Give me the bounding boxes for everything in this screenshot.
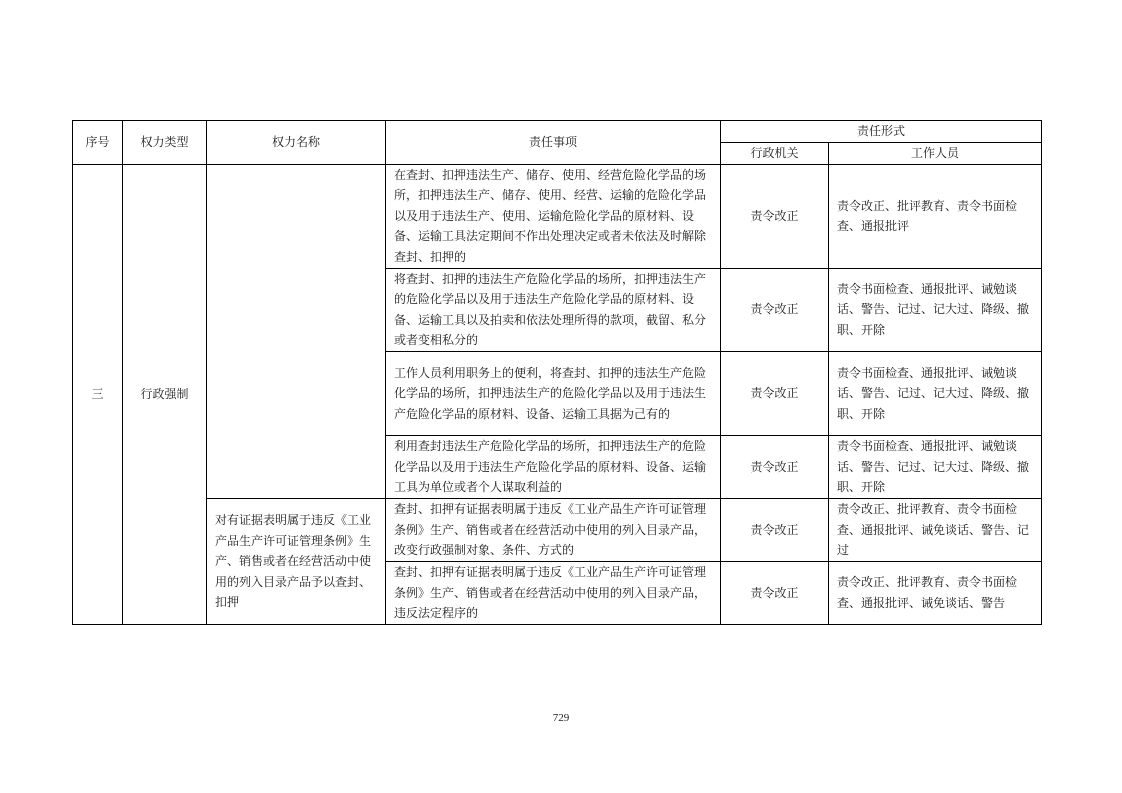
matter-cell: 将查封、扣押的违法生产危险化学品的场所，扣押违法生产的危险化学品以及用于违法生产危险化学品的原材料、设备、运输工具以及拍卖和依法处理所得的款项，截留、私分或者变相私分的 (386, 268, 721, 351)
table-row (73, 498, 1042, 561)
staff-cell: 责令改正、批评教育、责令书面检查、通报批评 (829, 164, 1042, 268)
power-type-cell: 行政强制 (123, 164, 207, 624)
header-power-type: 权力类型 (123, 121, 207, 165)
power-name-cell: 对有证据表明属于违反《工业产品生产许可证管理条例》生产、销售或者在经营活动中使用的列入目录产品予以查封、扣押 (207, 498, 386, 624)
seq-cell: 三 (73, 164, 123, 624)
agency-cell: 责令改正 (721, 498, 829, 561)
agency-cell: 责令改正 (721, 351, 829, 435)
page-number: 729 (552, 712, 570, 724)
agency-cell: 责令改正 (721, 561, 829, 624)
header-agency: 行政机关 (721, 142, 829, 164)
matter-cell: 查封、扣押有证据表明属于违反《工业产品生产许可证管理条例》生产、销售或者在经营活动中使用的列入目录产品，违反法定程序的 (386, 561, 721, 624)
staff-cell: 责令书面检查、通报批评、诫勉谈话、警告、记过、记大过、降级、撤职、开除 (829, 268, 1042, 351)
matter-cell: 查封、扣押有证据表明属于违反《工业产品生产许可证管理条例》生产、销售或者在经营活动中使用的列入目录产品，改变行政强制对象、条件、方式的 (386, 498, 721, 561)
header-power-name: 权力名称 (207, 121, 386, 165)
staff-cell: 责令改正、批评教育、责令书面检查、通报批评、诫免谈话、警告 (829, 561, 1042, 624)
table-row (73, 164, 1042, 268)
matter-cell: 工作人员利用职务上的便利，将查封、扣押的违法生产危险化学品的场所，扣押违法生产的危险化学品以及用于违法生产危险化学品的原材料、设备、运输工具据为己有的 (386, 351, 721, 435)
agency-cell: 责令改正 (721, 268, 829, 351)
header-responsibility-matter: 责任事项 (386, 121, 721, 165)
matter-cell: 利用查封违法生产危险化学品的场所，扣押违法生产的危险化学品以及用于违法生产危险化学品的原材料、设备、运输工具为单位或者个人谋取利益的 (386, 435, 721, 498)
staff-cell: 责令书面检查、通报批评、诫勉谈话、警告、记过、记大过、降级、撤职、开除 (829, 351, 1042, 435)
matter-cell: 在查封、扣押违法生产、储存、使用、经营危险化学品的场所，扣押违法生产、储存、使用、经营、运输的危险化学品以及用于违法生产、使用、运输危险化学品的原材料、设备、运输工具法定期间不作出处理决定或者未依法及时解除查封、扣押的 (386, 164, 721, 268)
agency-cell: 责令改正 (721, 164, 829, 268)
staff-cell: 责令书面检查、通报批评、诫勉谈话、警告、记过、记大过、降级、撤职、开除 (829, 435, 1042, 498)
header-responsibility-form: 责任形式 (721, 121, 1042, 143)
header-seq: 序号 (73, 121, 123, 165)
agency-cell: 责令改正 (721, 435, 829, 498)
power-name-cell-empty (207, 164, 386, 498)
staff-cell: 责令改正、批评教育、责令书面检查、通报批评、诫免谈话、警告、记过 (829, 498, 1042, 561)
responsibility-table (72, 120, 1042, 625)
header-staff: 工作人员 (829, 142, 1042, 164)
